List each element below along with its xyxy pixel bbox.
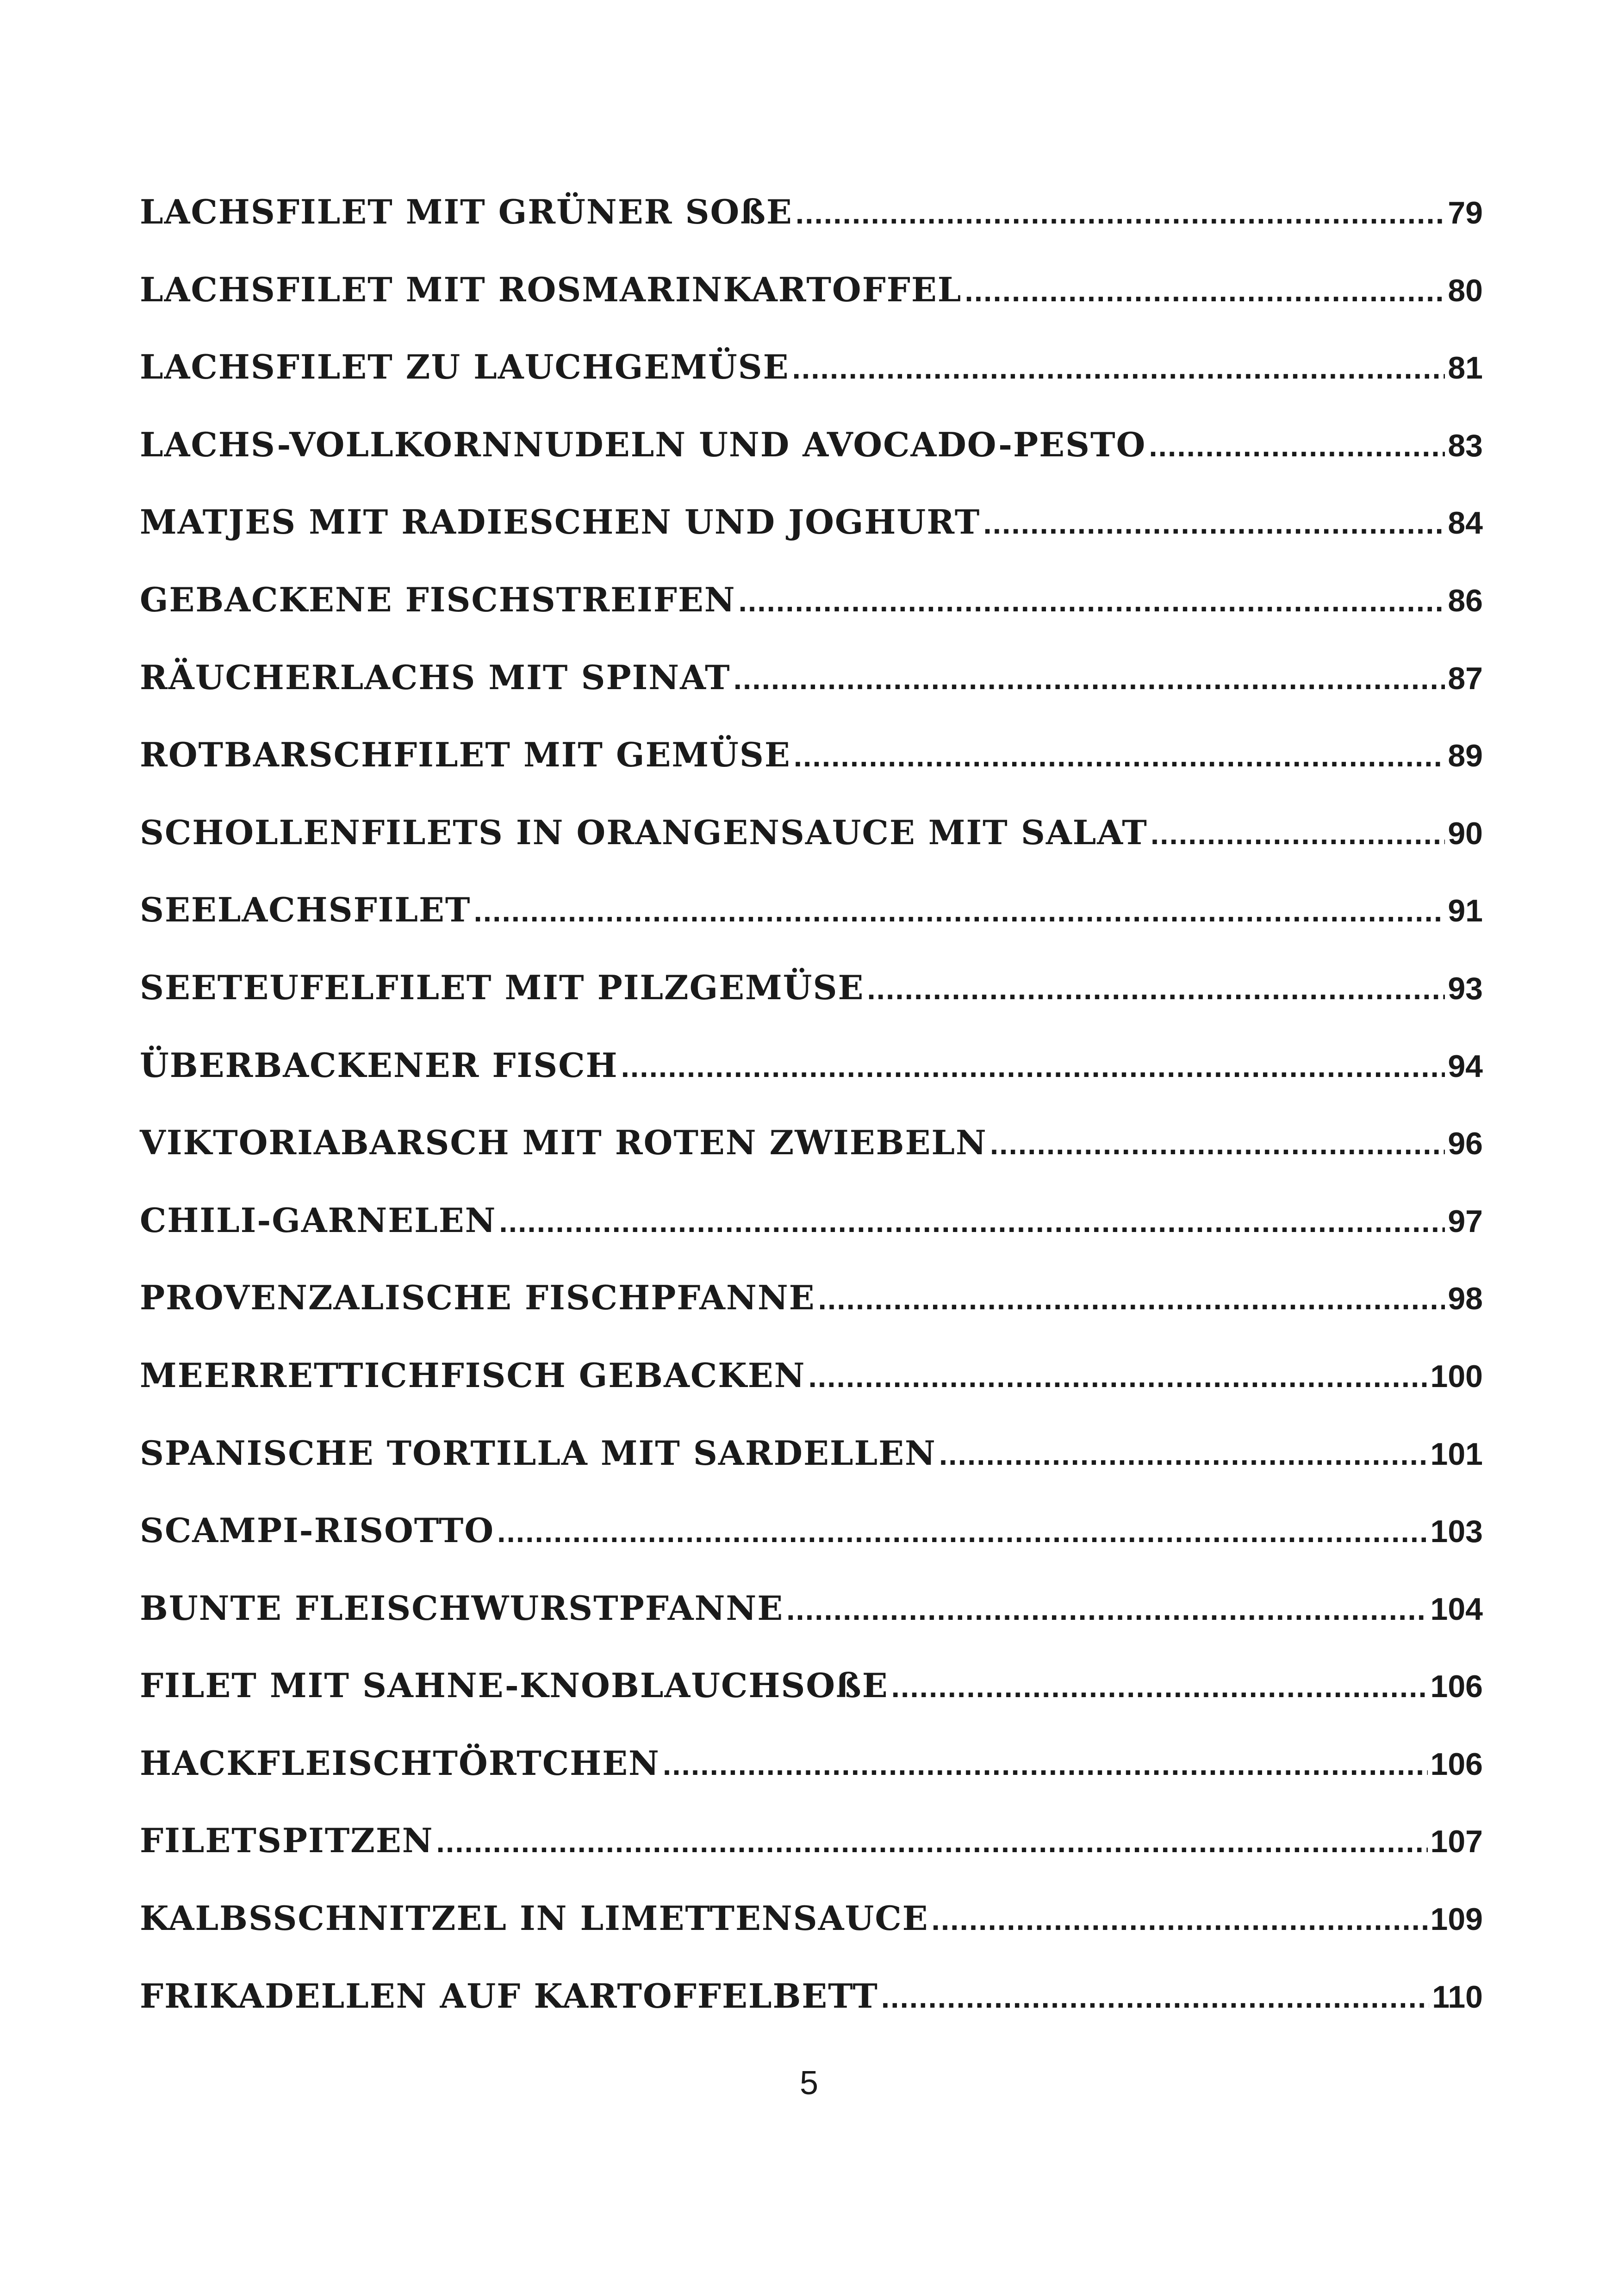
dot-leader <box>739 582 1445 619</box>
dot-leader <box>794 737 1445 774</box>
toc-entry-page: 89 <box>1448 738 1483 774</box>
toc-entry[interactable] <box>140 1512 1483 1590</box>
dot-leader <box>792 349 1445 386</box>
toc-entry-page: 100 <box>1430 1358 1483 1394</box>
toc-entry[interactable] <box>140 969 1483 1047</box>
toc-entry[interactable] <box>140 1667 1483 1745</box>
toc-entry-page: 109 <box>1430 1902 1483 1937</box>
toc-entry-page: 80 <box>1448 273 1483 308</box>
toc-entry[interactable] <box>140 426 1483 504</box>
toc-entry-title: SCHOLLENFILETS IN ORANGENSAUCE MIT SALAT <box>140 812 1148 852</box>
toc-entry[interactable] <box>140 581 1483 659</box>
toc-entry-page: 79 <box>1448 195 1483 230</box>
toc-entry-page: 97 <box>1448 1203 1483 1239</box>
toc-entry-title: HACKFLEISCHTÖRTCHEN <box>140 1743 660 1783</box>
toc-entry-title: FRIKADELLEN AUF KARTOFFELBETT <box>140 1976 878 2016</box>
toc-entry[interactable] <box>140 659 1483 737</box>
toc-entry-page: 101 <box>1430 1436 1483 1472</box>
toc-entry-title: CHILI-GARNELEN <box>140 1200 497 1240</box>
dot-leader <box>881 1979 1430 2016</box>
dot-leader <box>939 1436 1428 1473</box>
toc-entry[interactable] <box>140 736 1483 814</box>
page-number: 5 <box>799 2065 819 2102</box>
toc-entry[interactable] <box>140 271 1483 349</box>
toc-entry[interactable] <box>140 814 1483 892</box>
toc-entry[interactable] <box>140 1124 1483 1202</box>
toc-entry-page: 83 <box>1448 428 1483 463</box>
dot-leader <box>808 1358 1427 1395</box>
toc-entry[interactable] <box>140 1047 1483 1125</box>
toc-entry-title: SEELACHSFILET <box>140 890 471 930</box>
toc-entry-page: 104 <box>1430 1591 1483 1627</box>
toc-entry[interactable] <box>140 1435 1483 1512</box>
toc-entry-title: BUNTE FLEISCHWURSTPFANNE <box>140 1588 784 1628</box>
toc-entry-title: MEERRETTICHFISCH GEBACKEN <box>140 1355 806 1395</box>
toc-entry-page: 96 <box>1448 1126 1483 1162</box>
toc-entry-title: ÜBERBACKENER FISCH <box>140 1045 618 1085</box>
toc-entry-title: ROTBARSCHFILET MIT GEMÜSE <box>140 735 791 775</box>
toc-entry[interactable] <box>140 1202 1483 1280</box>
dot-leader <box>786 1591 1427 1628</box>
toc-entry[interactable] <box>140 1900 1483 1978</box>
table-of-contents <box>140 193 1483 2055</box>
dot-leader <box>436 1823 1428 1860</box>
dot-leader <box>932 1901 1428 1938</box>
toc-entry-page: 81 <box>1448 350 1483 386</box>
toc-entry-title: FILET MIT SAHNE-KNOBLAUCHSOßE <box>140 1666 889 1705</box>
toc-entry-page: 91 <box>1448 893 1483 929</box>
toc-entry[interactable] <box>140 1357 1483 1435</box>
toc-entry-page: 87 <box>1448 660 1483 696</box>
toc-entry-page: 90 <box>1448 815 1483 851</box>
toc-entry-page: 107 <box>1430 1824 1483 1860</box>
dot-leader <box>818 1280 1445 1317</box>
toc-entry-title: LACHSFILET MIT GRÜNER SOßE <box>140 192 793 231</box>
toc-entry-title: SEETEUFELFILET MIT PILZGEMÜSE <box>140 967 865 1007</box>
toc-entry[interactable] <box>140 1590 1483 1668</box>
dot-leader <box>499 1203 1445 1240</box>
dot-leader <box>473 892 1445 929</box>
toc-entry-page: 110 <box>1432 1979 1483 2015</box>
toc-entry-page: 103 <box>1430 1514 1483 1549</box>
toc-entry-title: PROVENZALISCHE FISCHPFANNE <box>140 1278 815 1318</box>
dot-leader <box>796 194 1445 231</box>
toc-entry[interactable] <box>140 891 1483 969</box>
toc-entry-page: 106 <box>1430 1669 1483 1705</box>
dot-leader <box>891 1668 1428 1705</box>
toc-entry-page: 93 <box>1448 971 1483 1006</box>
toc-entry-title: FILETSPITZEN <box>140 1821 434 1860</box>
toc-entry-page: 86 <box>1448 583 1483 618</box>
toc-entry-title: RÄUCHERLACHS MIT SPINAT <box>140 657 731 697</box>
toc-entry[interactable] <box>140 348 1483 426</box>
toc-entry-title: LACHSFILET MIT ROSMARINKARTOFFEL <box>140 269 962 309</box>
dot-leader <box>497 1513 1427 1550</box>
toc-entry-title: GEBACKENE FISCHSTREIFEN <box>140 579 736 619</box>
toc-entry-page: 94 <box>1448 1048 1483 1084</box>
toc-entry[interactable] <box>140 193 1483 271</box>
toc-entry-page: 84 <box>1448 505 1483 541</box>
toc-entry[interactable] <box>140 1745 1483 1823</box>
dot-leader <box>867 970 1445 1007</box>
dot-leader <box>621 1048 1445 1085</box>
toc-entry[interactable] <box>140 1822 1483 1900</box>
dot-leader <box>965 272 1445 309</box>
toc-entry-page: 98 <box>1448 1281 1483 1317</box>
toc-entry[interactable] <box>140 1279 1483 1357</box>
dot-leader <box>1149 427 1445 464</box>
dot-leader <box>734 660 1445 697</box>
toc-entry-title: KALBSSCHNITZEL IN LIMETTENSAUCE <box>140 1898 929 1938</box>
dot-leader <box>983 504 1445 541</box>
toc-entry[interactable] <box>140 1978 1483 2055</box>
toc-entry-title: LACHSFILET ZU LAUCHGEMÜSE <box>140 347 790 387</box>
toc-entry-title: MATJES MIT RADIESCHEN UND JOGHURT <box>140 502 981 542</box>
toc-entry-title: VIKTORIABARSCH MIT ROTEN ZWIEBELN <box>140 1123 987 1163</box>
dot-leader <box>1151 815 1445 852</box>
toc-entry-title: SPANISCHE TORTILLA MIT SARDELLEN <box>140 1433 936 1473</box>
dot-leader <box>990 1125 1445 1162</box>
toc-entry-title: LACHS-VOLLKORNNUDELN UND AVOCADO-PESTO <box>140 424 1146 464</box>
toc-entry-page: 106 <box>1430 1746 1483 1782</box>
toc-entry-title: SCAMPI-RISOTTO <box>140 1511 495 1550</box>
toc-entry[interactable] <box>140 504 1483 581</box>
dot-leader <box>663 1746 1428 1783</box>
